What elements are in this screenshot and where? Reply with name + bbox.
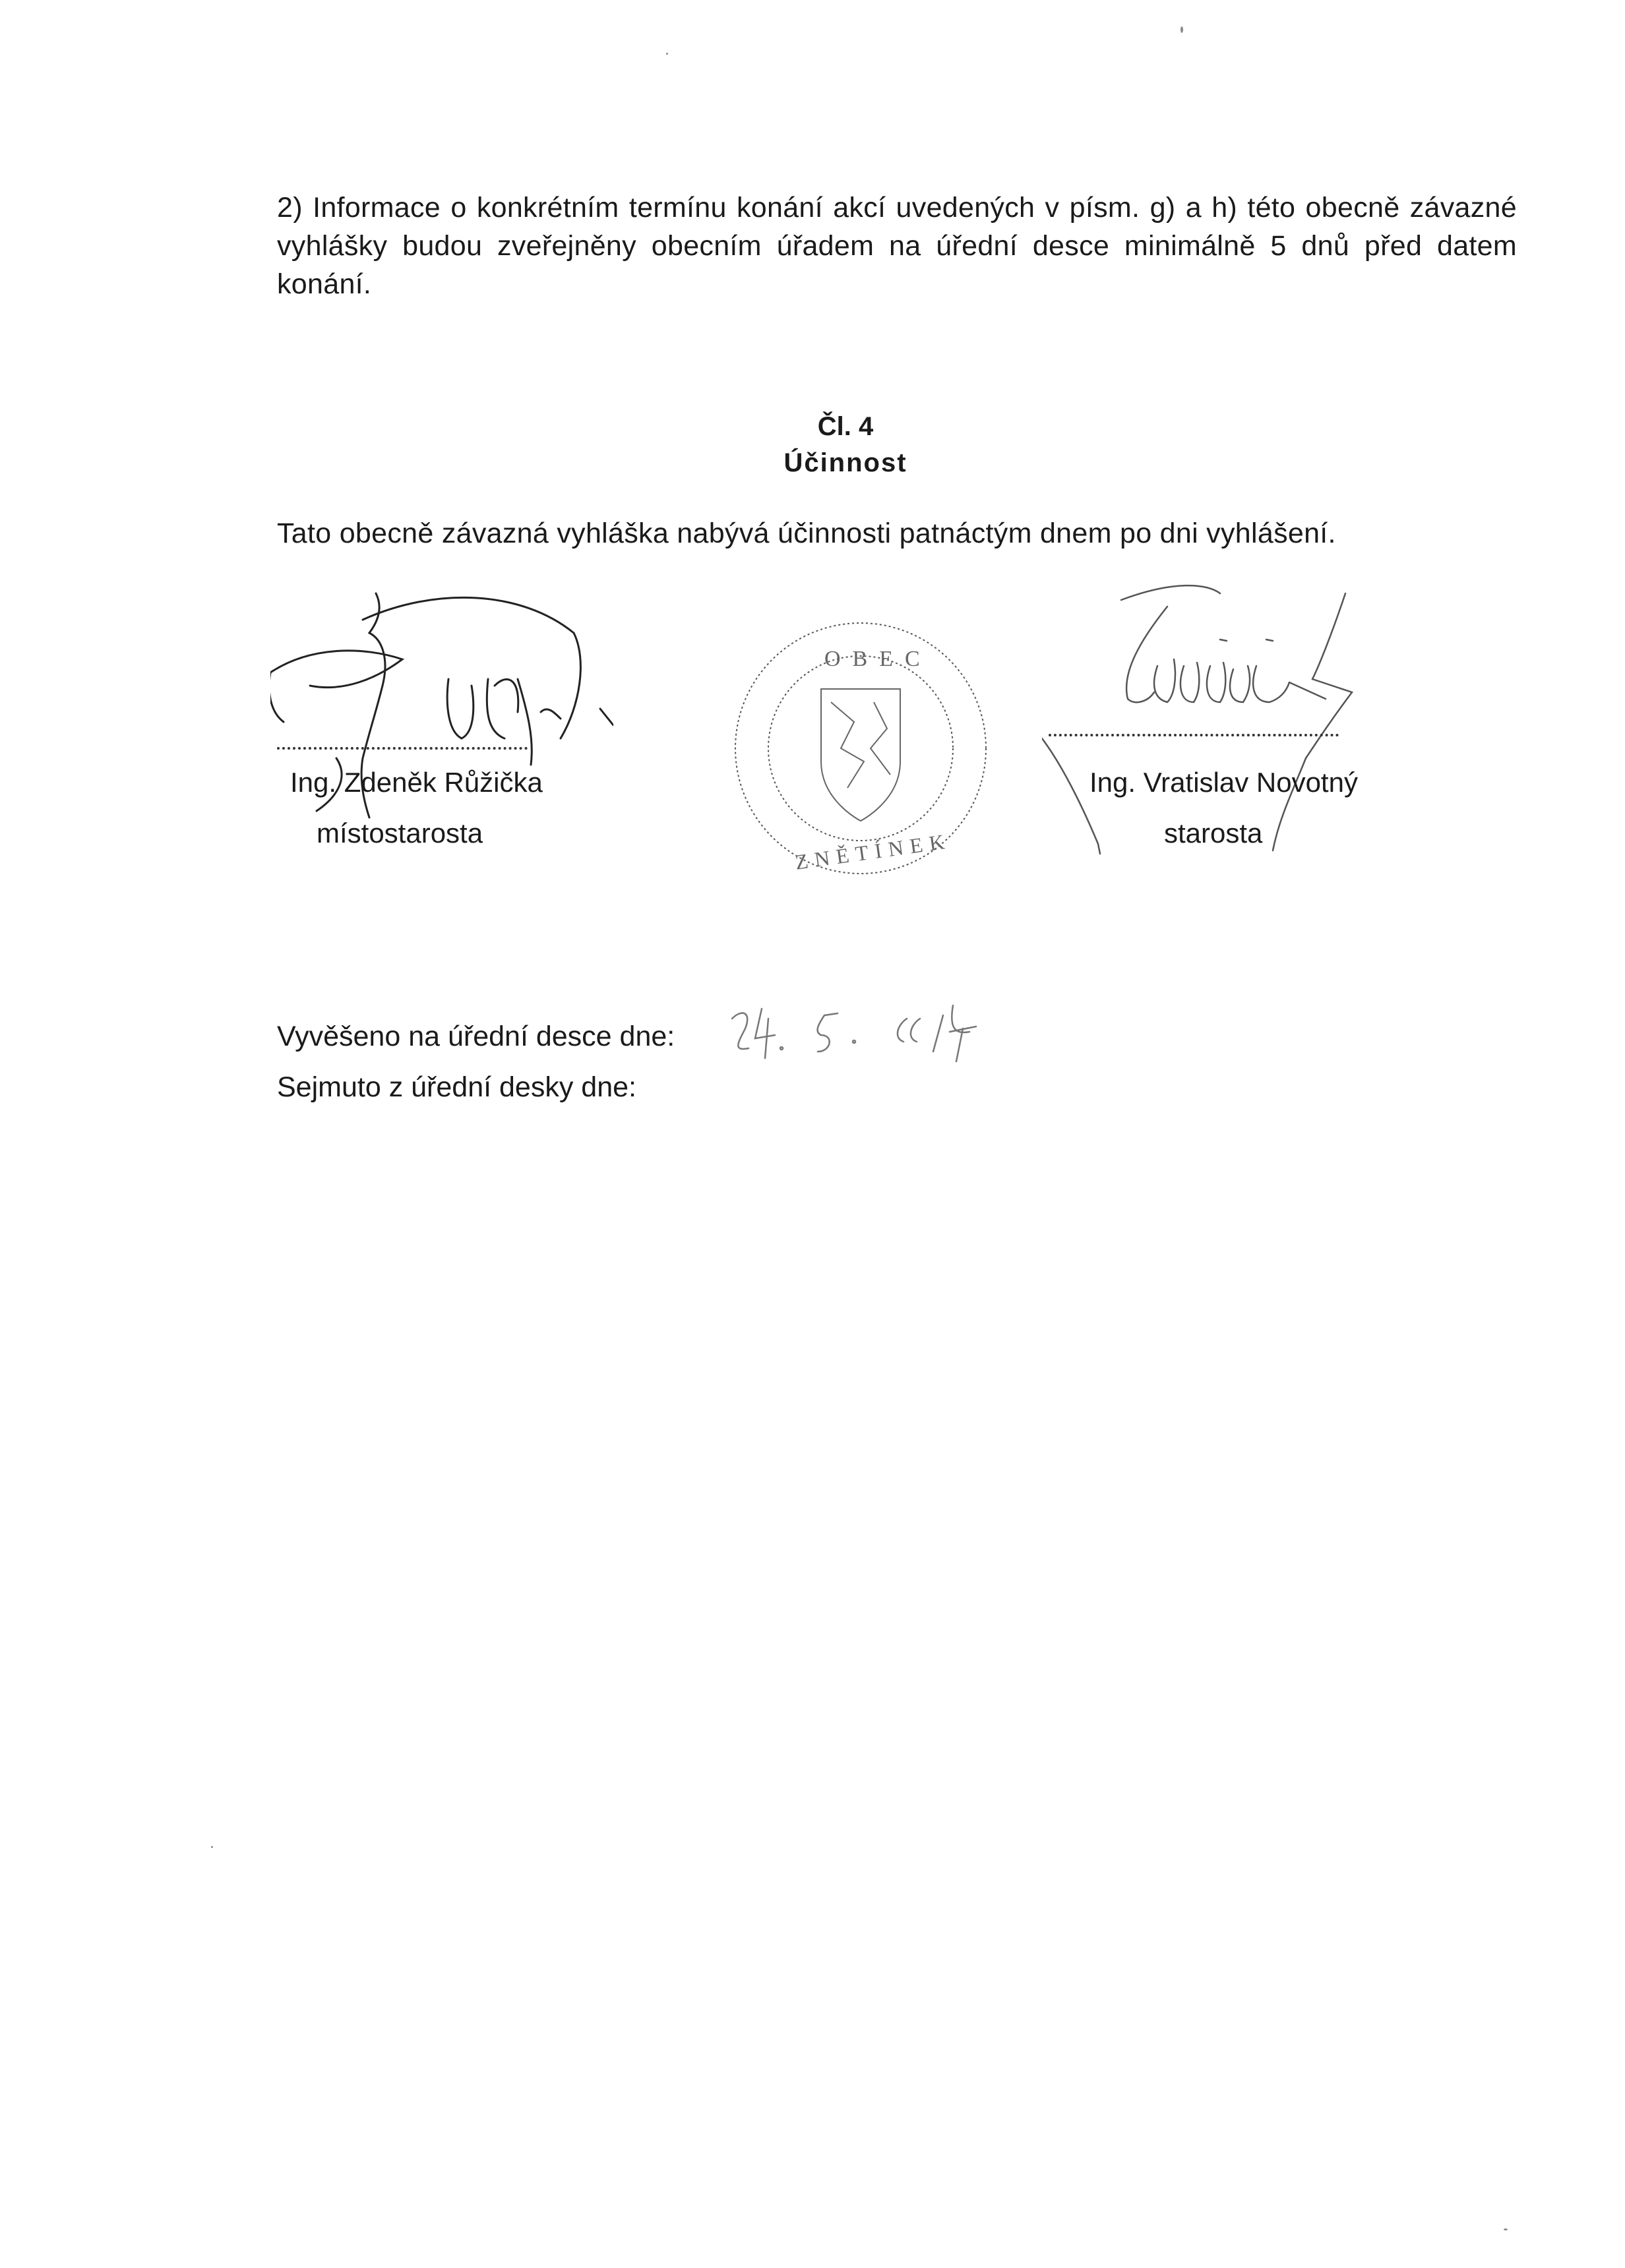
svg-text:OBEC: OBEC	[824, 647, 932, 671]
scan-speck	[1180, 26, 1183, 33]
signatory-right-role: starosta	[1164, 818, 1263, 849]
signature-line-left	[277, 747, 528, 750]
signature-block-left	[270, 580, 613, 877]
posted-date-handwritten	[725, 999, 1029, 1071]
stamp-seal-image	[722, 610, 999, 887]
municipal-stamp	[722, 610, 999, 887]
posted-on-label: Vyvěšeno na úřední desce dne:	[277, 1021, 675, 1052]
signature-right-handwritten	[1042, 567, 1517, 910]
signature-line-right	[1049, 734, 1339, 736]
article-number: Čl. 4	[817, 412, 874, 441]
signatory-left-name: Ing. Zdeněk Růžička	[290, 767, 543, 798]
signature-block-right	[1042, 567, 1517, 910]
paragraph-2: 2) Informace o konkrétním termínu konání akcí uvedených v písm. g) a h) této obecně závazné vyhlášky budou zveřejněny obecním úřadem na úřední desce minimálně 5 dnů před datem konání.	[277, 192, 1517, 300]
effect-sentence: Tato obecně závazná vyhláška nabývá účinnosti patnáctým dnem po dni vyhlášení.	[277, 518, 1336, 549]
scan-speck	[1504, 2228, 1508, 2230]
signatory-right-name: Ing. Vratislav Novotný	[1089, 767, 1358, 798]
svg-text:ZNĚTÍNEK: ZNĚTÍNEK	[793, 828, 953, 874]
scan-speck	[211, 1846, 213, 1848]
scan-speck	[666, 53, 668, 55]
article-title: Účinnost	[783, 448, 907, 477]
removed-on-label: Sejmuto z úřední desky dne:	[277, 1071, 636, 1103]
signatory-left-role: místostarosta	[317, 818, 483, 849]
